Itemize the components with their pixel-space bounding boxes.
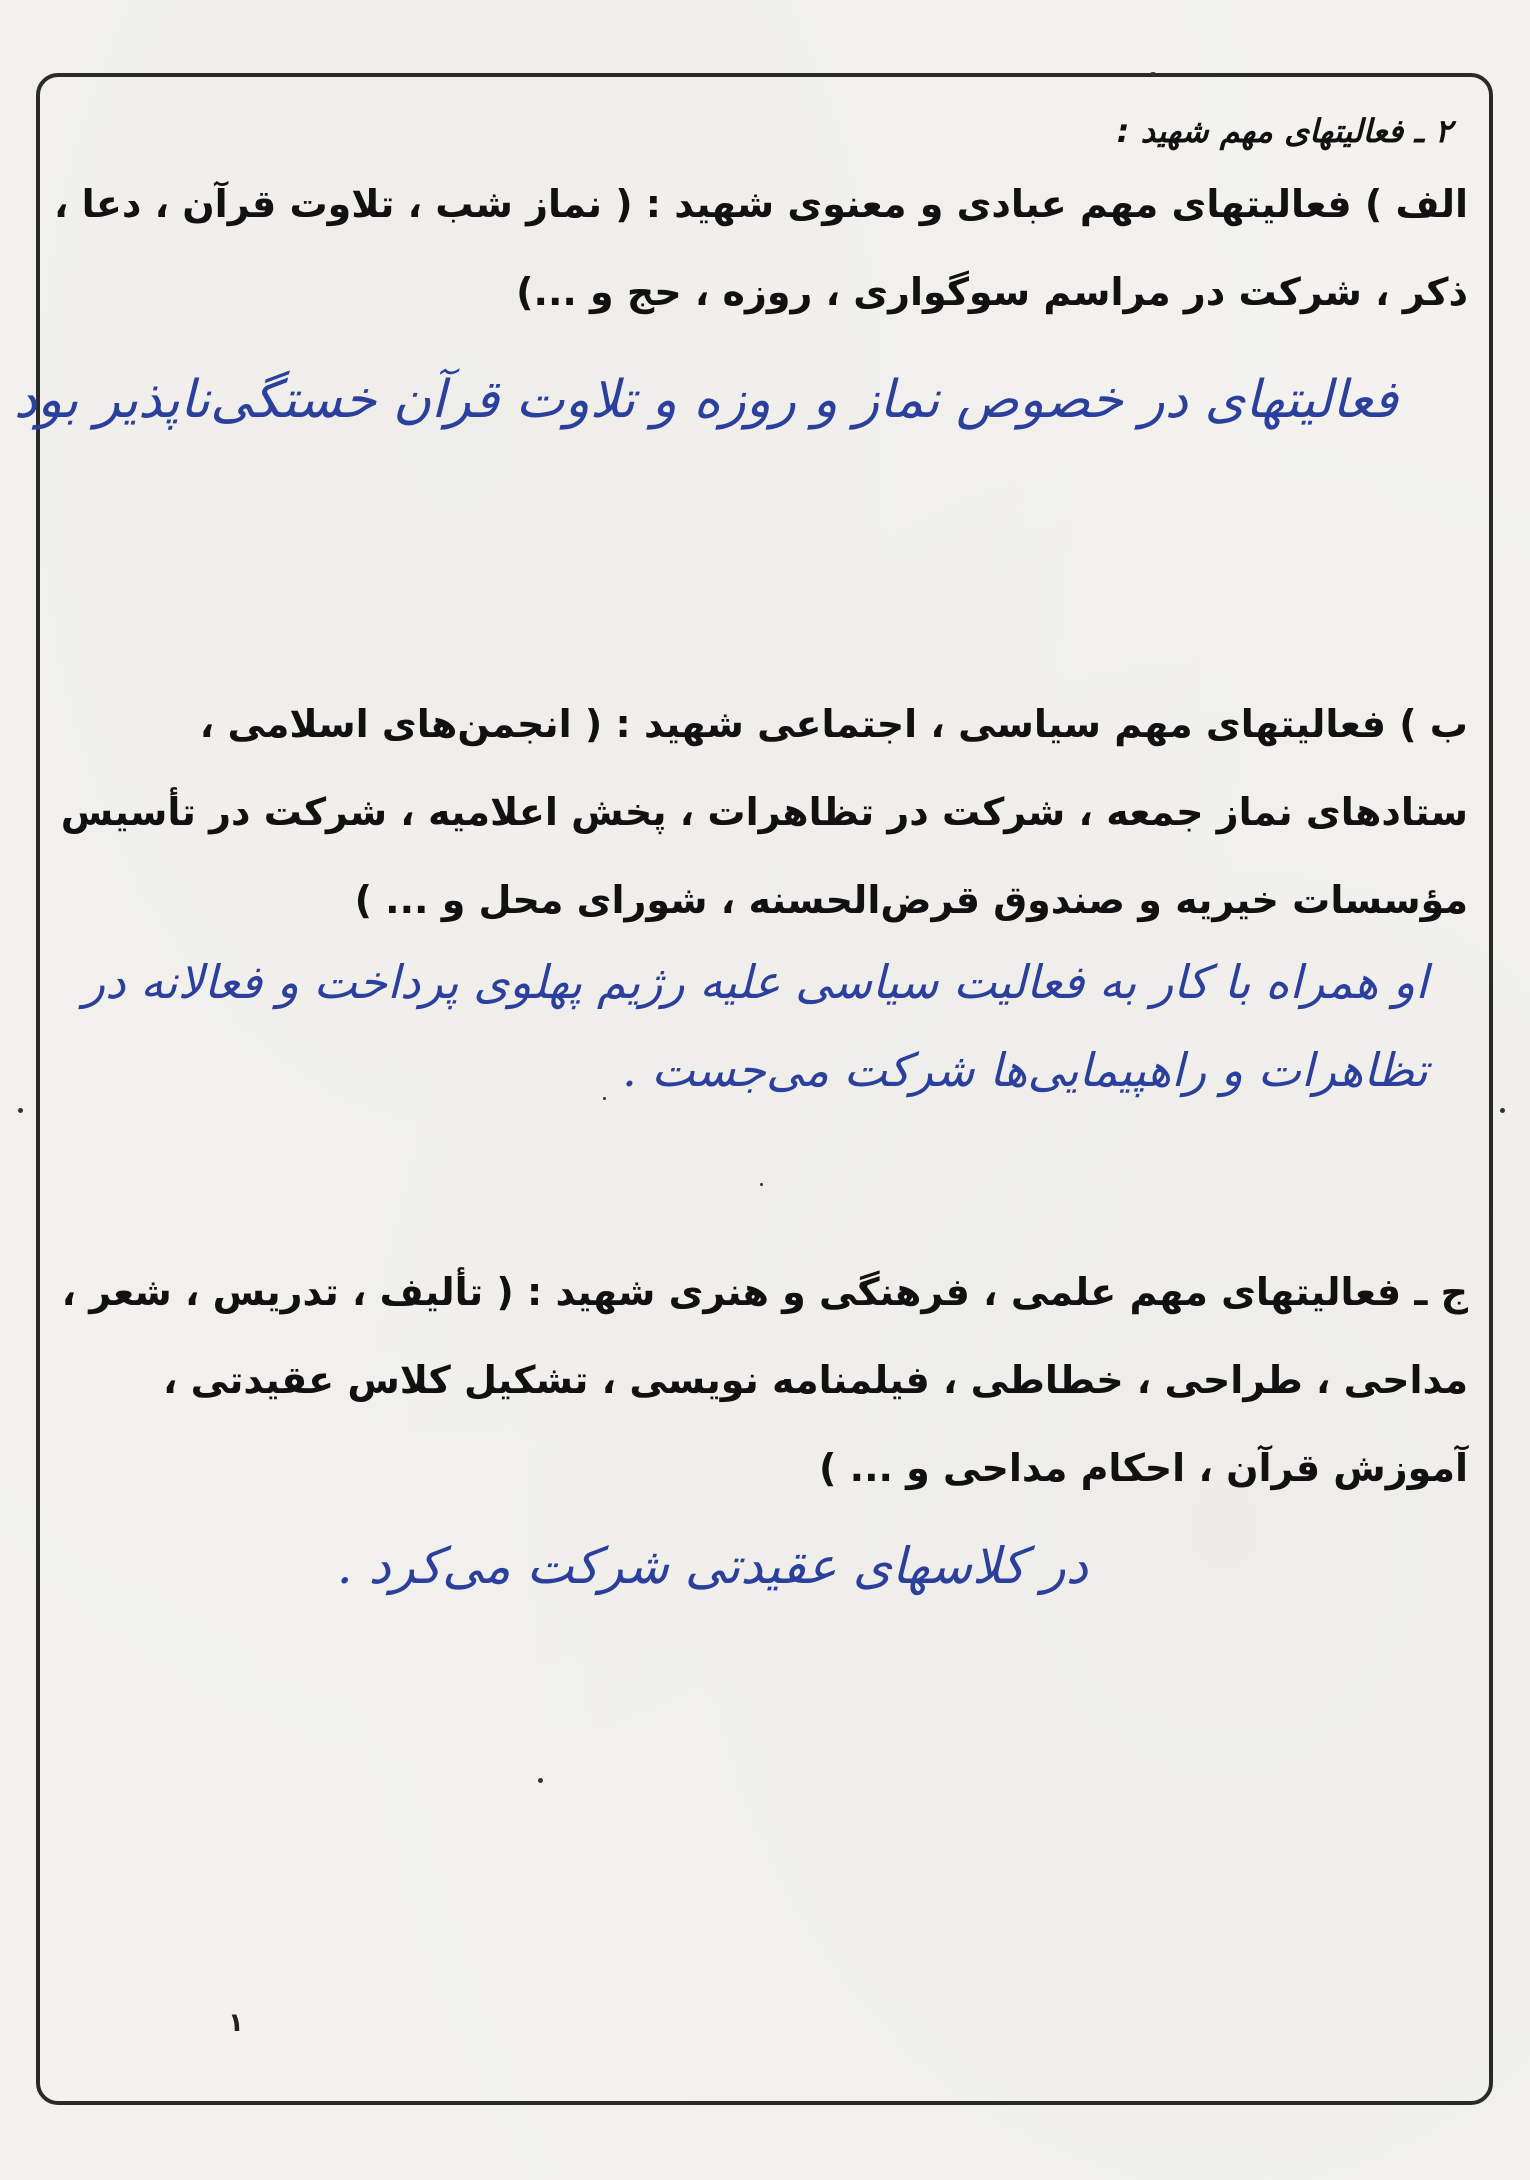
handwritten-answer-alef xyxy=(13,356,1468,444)
printed-line: آموزش قرآن ، احکام مداحی و ... ) xyxy=(819,1446,1468,1490)
printed-question-jim xyxy=(61,1248,1468,1512)
handwritten-line: در کلاسهای عقیدتی شرکت می‌کرد . xyxy=(336,1537,1088,1595)
scan-speck xyxy=(18,1108,23,1113)
printed-line: مداحی ، طراحی ، خطاطی ، فیلمنامه نویسی ، تشکیل کلاس عقیدتی ، xyxy=(162,1358,1468,1402)
handwritten-line: فعالیتهای در خصوص نماز و روزه و تلاوت قرآن خستگی‌ناپذیر بود xyxy=(13,370,1398,430)
printed-line: الف ) فعالیتهای مهم عبادی و معنوی شهید : ( نماز شب ، تلاوت قرآن ، دعا ، xyxy=(53,182,1468,226)
section-heading: ۲ ـ فعالیتهای مهم شهید : xyxy=(1116,112,1452,150)
section-jim xyxy=(61,1248,1468,1610)
handwritten-answer-be xyxy=(80,938,1468,1114)
scan-speck xyxy=(1150,72,1156,75)
section-be xyxy=(60,680,1468,1114)
printed-question-be xyxy=(60,680,1468,944)
printed-line: ب ) فعالیتهای مهم سیاسی ، اجتماعی شهید : ( انجمن‌های اسلامی ، xyxy=(199,702,1468,746)
printed-line: ج ـ فعالیتهای مهم علمی ، فرهنگی و هنری شهید : ( تألیف ، تدریس ، شعر ، xyxy=(61,1270,1468,1314)
printed-question-alef xyxy=(53,160,1468,336)
handwritten-answer-jim xyxy=(80,1522,1468,1610)
printed-line: ستادهای نماز جمعه ، شرکت در تظاهرات ، پخش اعلامیه ، شرکت در تأسیس xyxy=(60,790,1468,834)
scan-speck xyxy=(538,1778,543,1783)
scan-speck xyxy=(760,1183,763,1186)
handwritten-line: تظاهرات و راهپیمایی‌ها شرکت می‌جست . xyxy=(622,1043,1428,1097)
section-alef xyxy=(13,160,1468,444)
printed-line: ذکر ، شرکت در مراسم سوگواری ، روزه ، حج و ...) xyxy=(516,270,1468,314)
scan-speck xyxy=(1500,1108,1505,1113)
handwritten-line: او همراه با کار به فعالیت سیاسی علیه رژیم پهلوی پرداخت و فعالانه در xyxy=(82,955,1428,1009)
page-number: ۱ xyxy=(228,2008,244,2038)
scan-speck xyxy=(603,1097,606,1100)
printed-line: مؤسسات خیریه و صندوق قرض‌الحسنه ، شورای محل و ... ) xyxy=(354,878,1468,922)
